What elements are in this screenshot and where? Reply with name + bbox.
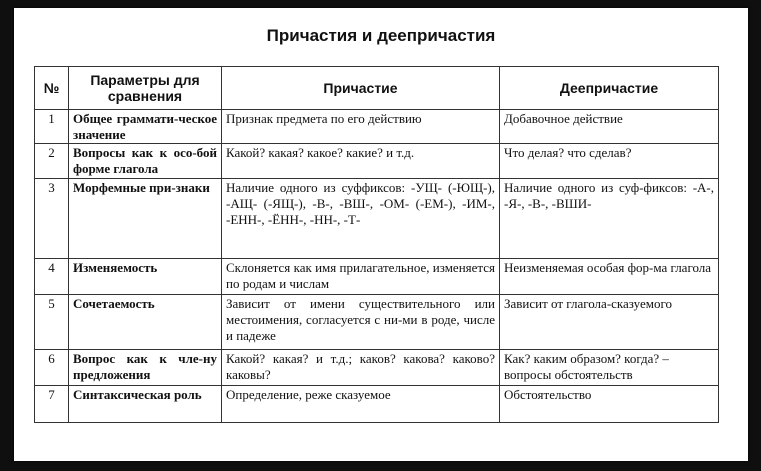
row-param: Изменяемость <box>69 259 222 295</box>
document-page <box>14 8 748 461</box>
row-participle: Какой? какая? и т.д.; каков? какова? каково? каковы? <box>222 350 500 386</box>
row-participle: Признак предмета по его действию <box>222 110 500 144</box>
row-num: 7 <box>35 386 69 423</box>
row-participle: Склоняется как имя прилагательное, изменяется по родам и числам <box>222 259 500 295</box>
table-row <box>35 144 719 179</box>
row-gerund: Зависит от глагола-сказуемого <box>500 295 719 350</box>
row-num: 2 <box>35 144 69 179</box>
row-param: Вопрос как к чле-ну предложения <box>69 350 222 386</box>
header-participle: Причастие <box>222 67 500 110</box>
page-title: Причастия и деепричастия <box>266 26 496 45</box>
row-participle: Определение, реже сказуемое <box>222 386 500 423</box>
header-param: Параметры для сравнения <box>69 67 222 110</box>
table-row <box>35 386 719 423</box>
row-param: Вопросы как к осо-бой форме глагола <box>69 144 222 179</box>
header-gerund: Деепричастие <box>500 67 719 110</box>
row-num: 3 <box>35 179 69 259</box>
table-row <box>35 295 719 350</box>
table-row <box>35 110 719 144</box>
row-num: 4 <box>35 259 69 295</box>
row-gerund: Добавочное действие <box>500 110 719 144</box>
row-param: Синтаксическая роль <box>69 386 222 423</box>
row-gerund: Что делая? что сделав? <box>500 144 719 179</box>
row-gerund: Неизменяемая особая фор-ма глагола <box>500 259 719 295</box>
row-param: Общее граммати-ческое значение <box>69 110 222 144</box>
row-num: 5 <box>35 295 69 350</box>
comparison-table <box>34 66 719 423</box>
row-gerund: Обстоятельство <box>500 386 719 423</box>
row-param: Сочетаемость <box>69 295 222 350</box>
table-row <box>35 350 719 386</box>
row-num: 6 <box>35 350 69 386</box>
table-row <box>35 259 719 295</box>
row-gerund: Наличие одного из суф-фиксов: -А-, -Я-, -В-, -ВШИ- <box>500 179 719 259</box>
row-gerund: Как? каким образом? когда? – вопросы обстоятельств <box>500 350 719 386</box>
row-participle: Какой? какая? какое? какие? и т.д. <box>222 144 500 179</box>
row-num: 1 <box>35 110 69 144</box>
row-param: Морфемные при-знаки <box>69 179 222 259</box>
row-participle: Зависит от имени существительного или местоимения, согласуется с ни-ми в роде, числе и падеже <box>222 295 500 350</box>
table-header-row <box>35 67 719 110</box>
table-row <box>35 179 719 259</box>
header-num: № <box>35 67 69 110</box>
row-participle: Наличие одного из суффиксов: -УЩ- (-ЮЩ-), -АЩ- (-ЯЩ-), -В-, -ВШ-, -ОМ- (-ЕМ-), -ИМ-, -ЕНН-, -ЁНН-, -НН-, -Т- <box>222 179 500 259</box>
